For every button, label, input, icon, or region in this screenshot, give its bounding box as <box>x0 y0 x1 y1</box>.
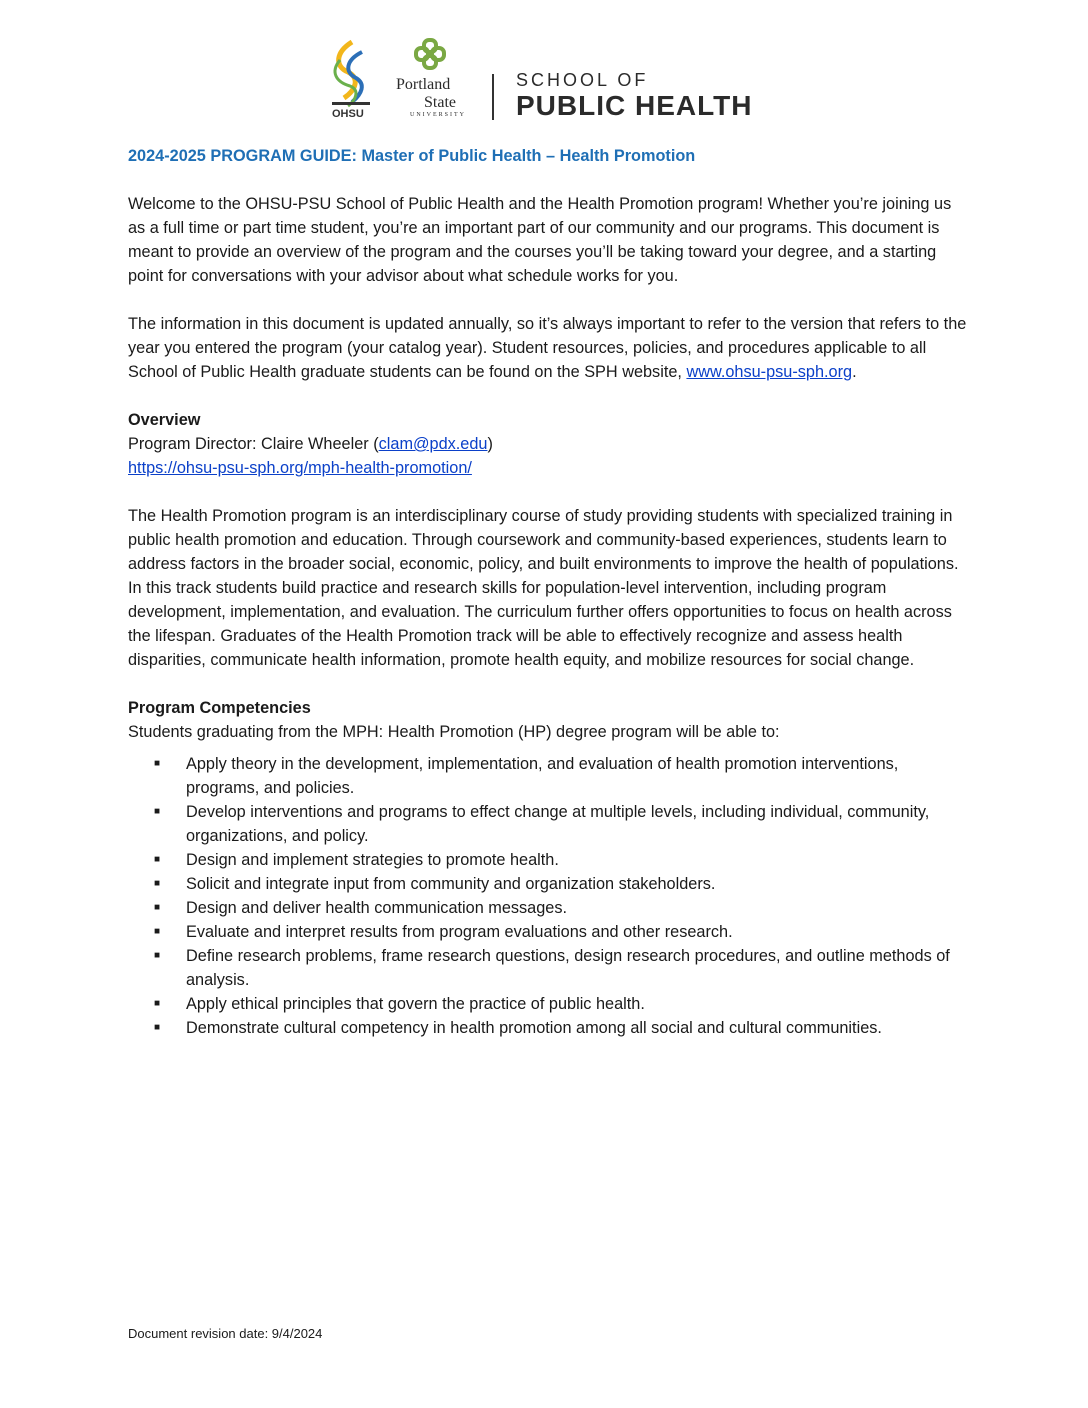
psu-line3: UNIVERSITY <box>410 112 466 118</box>
psu-knot-icon <box>396 38 468 74</box>
list-item: ■ Design and deliver health communication messages. <box>128 896 968 920</box>
list-item: ■ Apply theory in the development, implementation, and evaluation of health promotion interventions, programs, and policies. <box>128 752 968 800</box>
sph-logo <box>516 70 766 122</box>
intro-paragraph-2-text: The information in this document is updated annually, so it’s always important to refer to the version that refers to the year you entered the program (your catalog year). Student resources, policies, and procedures applicable to all School of Public Health graduate students can be found on the SPH website, <box>128 315 967 381</box>
sph-logo-line2: PUBLIC HEALTH <box>516 90 753 121</box>
intro-paragraph-1: Welcome to the OHSU-PSU School of Public Health and the Health Promotion program! Whether you’re joining us as a full time or part time student, you’re an important part of our community and our programs. This document is meant to provide an overview of the program and the courses you’ll be taking toward your degree, and a starting point for conversations with your advisor about what schedule works for you. <box>128 195 952 285</box>
ohsu-logo <box>326 38 376 122</box>
psu-logo-text <box>396 76 468 118</box>
list-item: ■ Define research problems, frame research questions, design research procedures, and outline methods of analysis. <box>128 944 968 992</box>
psu-line2: State <box>424 94 456 111</box>
competencies-heading: Program Competencies <box>128 699 311 717</box>
revision-date: Document revision date: 9/4/2024 <box>128 1326 323 1341</box>
program-director-label: Program Director: Claire Wheeler ( <box>128 435 379 453</box>
program-description: The Health Promotion program is an interdisciplinary course of study providing students with specialized training in public health promotion and education. Through coursework and community-based experiences, students learn to address factors in the broader social, economic, policy, and built environments to improve the health of populations. In this track students build practice and research skills for population-level intervention, including program development, implementation, and evaluation. The curriculum further offers opportunities to focus on health across the lifespan. Graduates of the Health Promotion track will be able to effectively recognize and assess health disparities, communicate health information, promote health equity, and mobilize resources for social change. <box>128 507 959 669</box>
list-item: ■ Design and implement strategies to promote health. <box>128 848 968 872</box>
list-item: ■ Evaluate and interpret results from program evaluations and other research. <box>128 920 968 944</box>
ohsu-flame-icon <box>326 38 376 110</box>
intro-paragraph-2 <box>128 312 968 384</box>
page-title: 2024-2025 PROGRAM GUIDE: Master of Public Health – Health Promotion <box>128 147 696 165</box>
document-body <box>128 144 968 1040</box>
program-url-line <box>128 456 968 480</box>
overview-heading: Overview <box>128 411 201 429</box>
program-director-close: ) <box>487 435 493 453</box>
director-email-link[interactable]: clam@pdx.edu <box>378 435 488 453</box>
sph-website-link[interactable]: www.ohsu-psu-sph.org <box>686 363 853 381</box>
logo-divider <box>492 74 494 120</box>
competencies-intro: Students graduating from the MPH: Health Promotion (HP) degree program will be able to: <box>128 723 780 741</box>
header-logos <box>326 38 766 124</box>
list-item: ■ Demonstrate cultural competency in health promotion among all social and cultural communities. <box>128 1016 968 1040</box>
psu-line1: Portland <box>396 76 451 93</box>
intro-paragraph-2-end: . <box>852 363 857 381</box>
ohsu-logo-text: OHSU <box>332 108 364 120</box>
program-url-link[interactable]: https://ohsu-psu-sph.org/mph-health-promotion/ <box>128 459 472 477</box>
psu-logo <box>396 38 468 122</box>
list-item: ■ Solicit and integrate input from community and organization stakeholders. <box>128 872 968 896</box>
list-item: ■ Develop interventions and programs to effect change at multiple levels, including individual, community, organizations, and policy. <box>128 800 968 848</box>
competencies-list <box>128 752 968 1040</box>
program-director <box>128 432 968 456</box>
list-item: ■ Apply ethical principles that govern the practice of public health. <box>128 992 968 1016</box>
sph-logo-line1: SCHOOL OF <box>516 70 649 90</box>
